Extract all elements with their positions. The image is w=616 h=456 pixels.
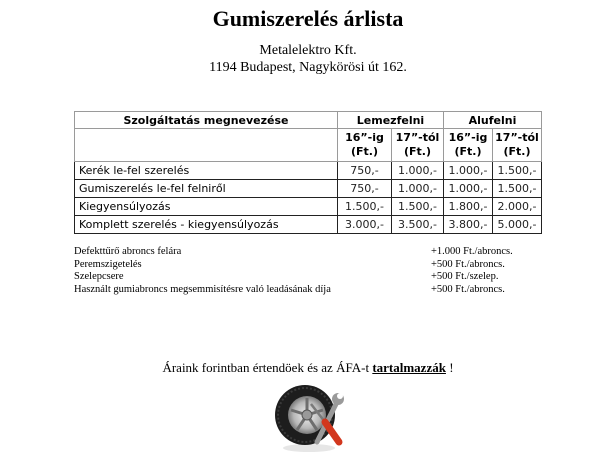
service-name: Gumiszerelés le-fel felniről <box>75 180 338 198</box>
table-row <box>75 162 542 180</box>
price-cell: 750,- <box>338 180 392 198</box>
extra-label: Defekttűrő abroncs felára <box>74 246 182 257</box>
price-cell: 5.000,- <box>493 216 542 234</box>
subheader-lemez-17 <box>392 129 444 162</box>
price-cell: 2.000,- <box>493 198 542 216</box>
table-header-row <box>75 112 542 129</box>
service-header-blank <box>75 129 338 162</box>
extra-label: Használt gumiabroncs megsemmisítésre való leadásának díja <box>74 283 331 295</box>
subheader-unit: (Ft.) <box>403 145 431 158</box>
list-item <box>74 271 544 284</box>
subheader-lemez-16 <box>338 129 392 162</box>
price-cell: 3.500,- <box>392 216 444 234</box>
hub <box>302 410 312 420</box>
extra-charges-list <box>74 246 544 296</box>
subheader-size: 17”-tól <box>495 131 539 144</box>
company-address: 1194 Budapest, Nagykörösi út 162. <box>209 60 407 75</box>
subheader-unit: (Ft.) <box>350 145 378 158</box>
group-header-lemezfelni: Lemezfelni <box>338 112 444 129</box>
service-column-header: Szolgáltatás megnevezése <box>75 112 338 129</box>
service-name: Komplett szerelés - kiegyensúlyozás <box>75 216 338 234</box>
price-cell: 1.500,- <box>493 162 542 180</box>
extra-amount: +1.000 Ft./abroncs. <box>431 246 513 257</box>
subheader-alu-17 <box>493 129 542 162</box>
vat-note-emphasis: tartalmazzák <box>372 360 446 375</box>
price-cell: 1.500,- <box>493 180 542 198</box>
shadow <box>283 444 335 452</box>
list-item <box>74 284 544 297</box>
price-cell: 1.000,- <box>392 180 444 198</box>
subheader-alu-16 <box>444 129 493 162</box>
price-cell: 1.000,- <box>392 162 444 180</box>
service-name: Kerék le-fel szerelés <box>75 162 338 180</box>
list-item <box>74 246 544 259</box>
price-cell: 1.000,- <box>444 162 493 180</box>
price-cell: 750,- <box>338 162 392 180</box>
table-row <box>75 198 542 216</box>
vat-note-prefix: Áraink forintban értendöek és az ÁFA-t <box>162 360 373 375</box>
price-cell: 3.000,- <box>338 216 392 234</box>
subheader-size: 16”-ig <box>345 131 384 144</box>
price-cell: 1.500,- <box>392 198 444 216</box>
group-header-alufelni: Alufelni <box>444 112 542 129</box>
vat-note <box>0 360 616 376</box>
page-title: Gumiszerelés árlista <box>212 6 404 31</box>
company-name: Metalelektro Kft. <box>259 43 357 58</box>
price-cell: 3.800,- <box>444 216 493 234</box>
service-name: Kiegyensúlyozás <box>75 198 338 216</box>
list-item <box>74 259 544 272</box>
extra-label: Szelepcsere <box>74 271 124 282</box>
extra-label: Peremszigetelés <box>74 258 142 270</box>
subheader-unit: (Ft.) <box>503 145 531 158</box>
price-cell: 1.500,- <box>338 198 392 216</box>
vat-note-suffix: ! <box>445 360 454 375</box>
price-cell: 1.800,- <box>444 198 493 216</box>
subheader-size: 17”-tól <box>395 131 440 144</box>
extra-amount: +500 Ft./abroncs. <box>431 258 505 270</box>
subheader-unit: (Ft.) <box>454 145 482 158</box>
price-table <box>74 111 542 234</box>
subheader-size: 16”-ig <box>448 131 488 144</box>
table-row <box>75 180 542 198</box>
table-row <box>75 216 542 234</box>
price-cell: 1.000,- <box>444 180 493 198</box>
company-info <box>0 42 616 76</box>
wheel-with-wrench-and-screwdriver-icon <box>273 382 349 456</box>
table-subheader-row <box>75 129 542 162</box>
extra-amount: +500 Ft./abroncs. <box>431 283 505 295</box>
extra-amount: +500 Ft./szelep. <box>431 271 499 282</box>
